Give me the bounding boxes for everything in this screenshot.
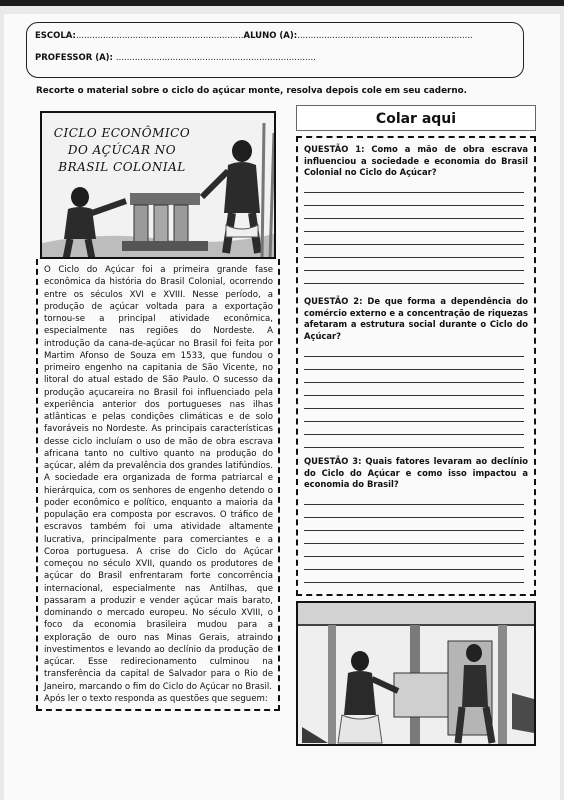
answer-line[interactable]: [304, 356, 524, 357]
answer-line[interactable]: [304, 205, 524, 206]
answer-line[interactable]: [304, 395, 524, 396]
header-box: [26, 22, 524, 78]
reading-text: O Ciclo do Açúcar foi a primeira grande fase econômica da história do Brasil Colonial, ocorrendo entre os séculos XVI e XVIII. Nesse período, a produção de açúcar voltada para a exportação tornou-se a principal atividade econômica, especialmente nas regiões do Nordeste. A introdução da cana-de-açúcar no Brasil foi feita por Martim Afonso de Souza em 1533, que fundou o primeiro engenho na capitania de São Vicente, no litoral do atual estado de São Paulo. O sucesso da produção açucareira no Brasil foi influenciado pela experiência anterior dos portugueses nas ilhas atlânticas e pelas condições climáticas e de solo favoráveis no Nordeste. As principais características desse ciclo incluíam o uso de mão de obra escrava africana tanto no cultivo quanto na produção do açúcar, além da prevalência dos grandes latifúndios. A sociedade era organizada de forma patriarcal e hierárquica, com os senhores de engenho detendo o poder econômico e político, enquanto a maioria da população era composta por escravos. O tráfico de escravos também foi uma atividade altamente lucrativa, principalmente para comerciantes e a Coroa portuguesa. A crise do Ciclo do Açúcar começou no século XVII, quando os produtores de açúcar do Brasil enfrentaram forte concorrência internacional, especialmente nas Antilhas, que passaram a produzir e vender açúcar mais barato, dominando o mercado europeu. No século XVIII, o foco da economia brasileira mudou para a exploração de ouro nas Minas Gerais, atraindo investimentos e levando ao declínio da produção de açúcar. Esse redirecionamento culminou na transferência da capital de Salvador para o Rio de Janeiro, marcando o fim do Ciclo do Açúcar no Brasil.: [44, 265, 273, 692]
aluno-field[interactable]: .................................................................: [297, 31, 473, 41]
answer-line[interactable]: [304, 382, 524, 383]
question-3: QUESTÃO 3: Quais fatores levaram ao declínio do Ciclo do Açúcar e como isso impactou a economia do Brasil?: [304, 456, 528, 489]
professor-field[interactable]: ..........................................................................: [115, 53, 316, 63]
top-edge: [0, 0, 564, 6]
answer-line[interactable]: [304, 369, 524, 370]
answer-line[interactable]: [304, 408, 524, 409]
answer-line[interactable]: [304, 244, 524, 245]
sugar-mill-illustration: [296, 601, 536, 746]
answer-line[interactable]: [304, 556, 524, 557]
answer-line[interactable]: [304, 543, 524, 544]
answer-line[interactable]: [304, 517, 524, 518]
answer-line[interactable]: [304, 447, 524, 448]
professor-label: PROFESSOR (A):: [35, 53, 113, 63]
aluno-label: ALUNO (A):: [243, 31, 298, 41]
question-1: QUESTÃO 1: Como a mão de obra escrava influenciou a sociedade e economia do Brasil Colonial no Ciclo do Açúcar?: [304, 144, 528, 177]
answer-line[interactable]: [304, 218, 524, 219]
answer-line[interactable]: [304, 257, 524, 258]
answer-line[interactable]: [304, 582, 524, 583]
answer-line[interactable]: [304, 231, 524, 232]
answer-line[interactable]: [304, 192, 524, 193]
professor-line: [35, 53, 316, 63]
answer-line[interactable]: [304, 283, 524, 284]
question-2: QUESTÃO 2: De que forma a dependência do comércio externo e a concentração de riquezas afetaram a estrutura social durante o Ciclo do Açúcar?: [304, 296, 528, 341]
illustration-title: CICLO ECONÔMICO DO AÇÚCAR NO BRASIL COLONIAL: [53, 126, 191, 174]
questions-box: [296, 136, 536, 596]
colar-aqui-box: Colar aqui: [296, 105, 536, 131]
answer-line[interactable]: [304, 569, 524, 570]
sugar-mill-workers-drawing: [298, 603, 536, 746]
escola-field[interactable]: ..............................................................: [75, 31, 244, 41]
left-column: [36, 107, 280, 747]
answer-line[interactable]: [304, 270, 524, 271]
answer-line[interactable]: [304, 504, 524, 505]
answer-line[interactable]: [304, 530, 524, 531]
reading-text-box: [36, 259, 280, 711]
school-student-line: [35, 31, 473, 41]
sugar-cycle-illustration: [40, 111, 276, 259]
reading-instruction: Após ler o texto responda as questões que seguem:: [44, 693, 268, 704]
answer-line[interactable]: [304, 434, 524, 435]
answer-line[interactable]: [304, 421, 524, 422]
instruction-text: Recorte o material sobre o ciclo do açúcar monte, resolva depois cole em seu caderno.: [36, 86, 468, 96]
escola-label: ESCOLA:: [35, 31, 76, 41]
